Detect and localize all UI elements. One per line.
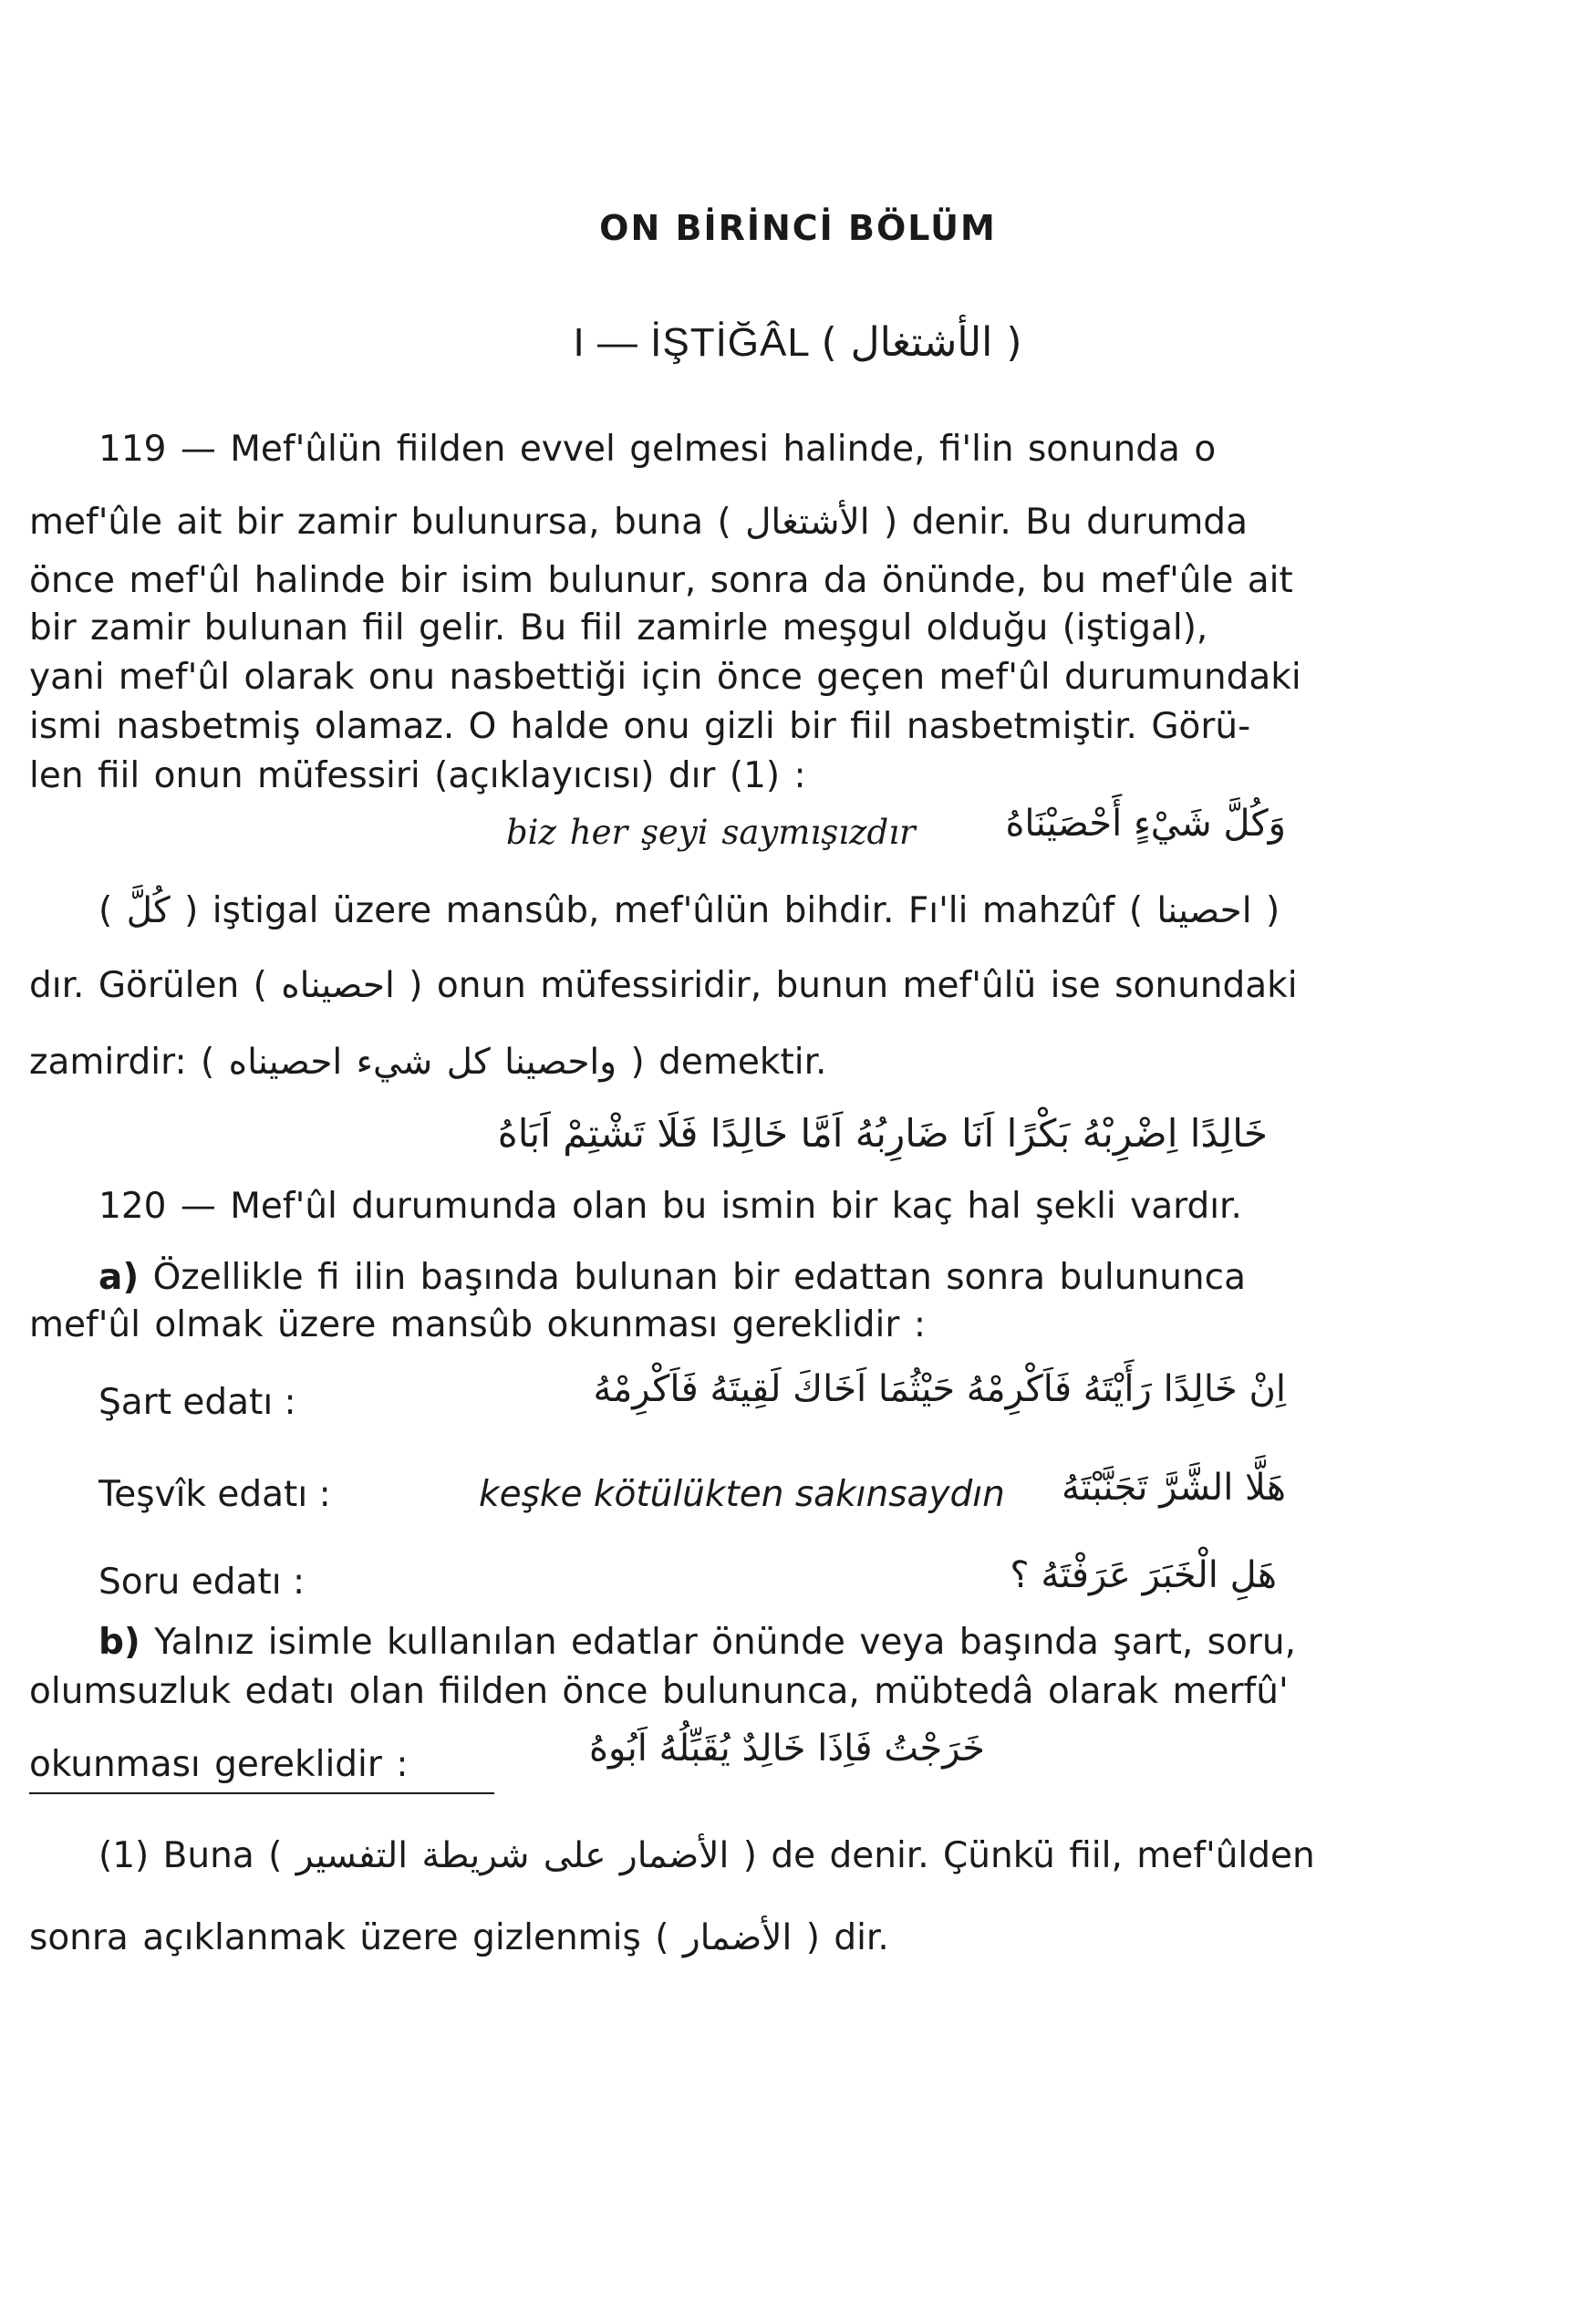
p119-line-9-b: onun müfessiridir, bunun mef'ûlü ise sonundaki	[436, 965, 1298, 1006]
example-2-arabic: خَالِدًا اِضْرِبْهُ بَكْرًا اَنَا ضَارِبُهُ اَمَّا خَالِدًا فَلَا تَشْتِمْ اَبَاهُ	[497, 1111, 1268, 1156]
p120-a-marker: a)	[98, 1257, 140, 1298]
p119-line-10-a: zamirdir:	[29, 1042, 187, 1083]
p120-a-line-2: mef'ûl olmak üzere mansûb okunması gereklidir :	[29, 1304, 926, 1345]
p119-line-10-b: demektir.	[658, 1042, 827, 1083]
p120-line-1: 120 — Mef'ûl durumunda olan bu ismin bir kaç hal şekli vardır.	[98, 1186, 1242, 1227]
p120-a-line-1	[98, 1255, 1246, 1301]
section-title-text: I — İŞTİĞÂL	[573, 320, 810, 365]
footnote-divider	[29, 1792, 494, 1794]
soru-arabic: هَلِ الْخَبَرَ عَرَفْتَهُ ؟	[1010, 1554, 1277, 1596]
example-arabic: وَكُلَّ شَيْءٍ أَحْصَيْنَاهُ	[1005, 803, 1286, 845]
section-title-arabic: ( الأشتغال )	[821, 319, 1023, 366]
p119-line-9	[29, 963, 1298, 1009]
p120-b-marker: b)	[98, 1622, 140, 1663]
footnote-line-1	[98, 1833, 1315, 1879]
section-title	[0, 319, 1596, 366]
footnote-line-1-a: (1) Buna	[98, 1835, 254, 1876]
p119-line-9-arabic: ( احصيناه )	[253, 965, 423, 1006]
p119-line-4: bir zamir bulunan fiil gelir. Bu fiil zamirle meşgul olduğu (iştigal),	[29, 607, 1208, 649]
footnote-line-1-b: de denir. Çünkü fiil, mef'ûlden	[771, 1835, 1315, 1876]
p119-line-2-arabic: ( الأشتغال )	[717, 502, 898, 543]
chapter-heading: ON BİRİNCİ BÖLÜM	[599, 208, 997, 248]
p119-line-3: önce mef'ûl halinde bir isim bulunur, sonra da önünde, bu mef'ûle ait	[29, 560, 1293, 601]
p119-line-2-b: denir. Bu durumda	[911, 502, 1248, 543]
p119-line-2-a: mef'ûle ait bir zamir bulunursa, buna	[29, 502, 704, 543]
p119-line-1: 119 — Mef'ûlün fiilden evvel gelmesi halinde, fi'lin sonunda o	[98, 429, 1217, 470]
footnote-line-1-arabic: ( الأضمار على شريطة التفسير )	[268, 1835, 757, 1876]
footnote-line-2-arabic: ( الأضمار )	[655, 1917, 820, 1958]
p119-line-10-arabic: ( واحصينا كل شيء احصيناه )	[201, 1042, 645, 1083]
sart-label: Şart edatı :	[98, 1382, 296, 1423]
p120-b-line-3: okunması gereklidir :	[29, 1744, 409, 1785]
p120-b-text: Yalnız isimle kullanılan edatlar önünde veya başında şart, soru,	[154, 1622, 1297, 1663]
soru-label: Soru edatı :	[98, 1562, 306, 1603]
p120-a-text: Özellikle fi ilin başında bulunan bir edattan sonra bulununca	[152, 1257, 1246, 1298]
tesvik-label: Teşvîk edatı :	[98, 1474, 331, 1515]
sart-arabic: اِنْ خَالِدًا رَأَيْتَهُ فَاَكْرِمْهُ حَيْثُمَا اَخَاكَ لَقِيتَهُ فَاَكْرِمْهُ	[593, 1368, 1286, 1410]
example-translation: biz her şeyi saymışızdır	[506, 813, 916, 852]
footnote-line-2-b: dir.	[834, 1917, 889, 1958]
p120-b-line-2: olumsuzluk edatı olan fiilden önce bulununca, mübtedâ olarak merfû'	[29, 1671, 1289, 1712]
footnote-line-2-a: sonra açıklanmak üzere gizlenmiş	[29, 1917, 641, 1958]
p119-line-8-text: iştigal üzere mansûb, mef'ûlün bihdir. Fı'li mahzûf	[212, 890, 1115, 931]
p119-line-8-arabic: ( كُلَّ )	[98, 890, 199, 931]
tesvik-translation: keşke kötülükten sakınsaydın	[479, 1474, 1005, 1515]
p119-line-9-a: dır. Görülen	[29, 965, 240, 1006]
tesvik-arabic: هَلَّا الشَّرَّ تَجَنَّبْتَهُ	[1061, 1467, 1286, 1509]
p119-line-8	[98, 888, 1280, 934]
p120-b-line-1	[98, 1620, 1296, 1666]
p119-line-7: len fiil onun müfessiri (açıklayıcısı) dır (1) :	[29, 755, 806, 796]
p119-line-8-arabic-2: ( احصينا )	[1128, 890, 1280, 931]
footnote-line-2	[29, 1915, 889, 1961]
p119-line-6: ismi nasbetmiş olamaz. O halde onu gizli bir fiil nasbetmiştir. Görü-	[29, 706, 1251, 747]
p119-line-2	[29, 500, 1354, 545]
p119-line-5: yani mef'ûl olarak onu nasbettiği için önce geçen mef'ûl durumundaki	[29, 657, 1301, 698]
p119-line-10	[29, 1040, 826, 1085]
p120-b-arabic: خَرَجْتُ فَاِذَا خَالِدٌ يُقَبِّلُهُ اَبُوهُ	[589, 1728, 985, 1770]
